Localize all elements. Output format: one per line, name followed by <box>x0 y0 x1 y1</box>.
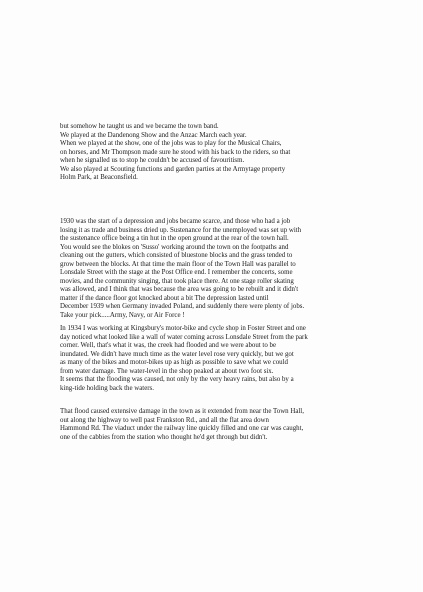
text-line: inundated. We didn't have much time as the water level rose very quickly, but we got <box>60 350 294 358</box>
text-line: but somehow he taught us and we became the town band. <box>60 123 219 130</box>
text-line: losing it as trade and business dried up. Sustenance for the unemployed was set up with <box>60 226 302 234</box>
text-line: You would see the blokes on 'Susso' working around the town on the footpaths and <box>60 243 289 251</box>
text-line: day noticed what looked like a wall of water coming across Lonsdale Street from the park <box>60 333 308 341</box>
text-line: Hammond Rd. The viaduct under the railway line quickly filled and one car was caught, <box>60 425 304 433</box>
text-line: out along the highway to well past Frankston Rd., and all the flat area down <box>60 416 269 424</box>
text-line: grow between the blocks. At that time the main floor of the Town Hall was parallel to <box>60 260 296 268</box>
paragraph-flood-1934 <box>60 325 390 393</box>
text-line: was allowed, and I think that was because the area was going to be rebuilt and it didn't <box>60 286 299 294</box>
paragraph-town-band <box>60 123 390 183</box>
text-line: matter if the dance floor got knocked about a bit The depression lasted until <box>60 294 269 302</box>
text-line: That flood caused extensive damage in the town as it extended from near the Town Hall, <box>60 408 304 415</box>
text-line: Holm Park, at Beaconsfield. <box>60 174 138 182</box>
text-line: December 1939 when Germany invaded Poland, and suddenly there were plenty of jobs. <box>60 303 305 311</box>
text-line: the sustenance office being a tin hut in the open ground at the rear of the town hall. <box>60 235 289 243</box>
text-line: corner. Well, that's what it was, the creek had flooded and we were about to be <box>60 342 277 350</box>
text-line: movies, and the community singing, that took place there. At one stage roller skating <box>60 277 294 285</box>
text-line: We also played at Scouting functions and garden parties at the Armytage property <box>60 165 286 173</box>
text-line: 1930 was the start of a depression and jobs became scarce, and those who had a job <box>60 218 291 225</box>
paragraph-flood-damage <box>60 408 390 442</box>
text-line: Lonsdale Street with the stage at the Post Office end. I remember the concerts, some <box>60 269 293 277</box>
text-line: cleaning out the gutters, which consisted of bluestone blocks and the grass tended to <box>60 252 293 260</box>
text-line: as many of the bikes and motor-bikes up as high as possible to save what we could <box>60 359 288 367</box>
text-line: when he signalled us to stop he couldn't be accused of favouritism. <box>60 157 245 165</box>
text-line: one of the cabbies from the station who thought he'd get through but didn't. <box>60 433 268 441</box>
text-line: king-tide holding back the waters. <box>60 384 154 392</box>
paragraph-depression <box>60 218 390 321</box>
text-line: When we played at the show, one of the jobs was to play for the Musical Chairs, <box>60 140 282 148</box>
text-line: from water damage. The water-level in the shop peaked at about two foot six. <box>60 367 274 375</box>
text-line: It seems that the flooding was caused, not only by the very heavy rains, but also by a <box>60 376 294 384</box>
text-line: We played at the Dandenong Show and the Anzac March each year. <box>60 131 247 139</box>
text-line: In 1934 I was working at Kingsbury's motor-bike and cycle shop in Foster Street and one <box>60 325 306 332</box>
text-line: Take your pick.....Army, Navy, or Air Force ! <box>60 312 185 320</box>
text-line: on horses, and Mr Thompson made sure he stood with his back to the riders, so that <box>60 148 291 156</box>
